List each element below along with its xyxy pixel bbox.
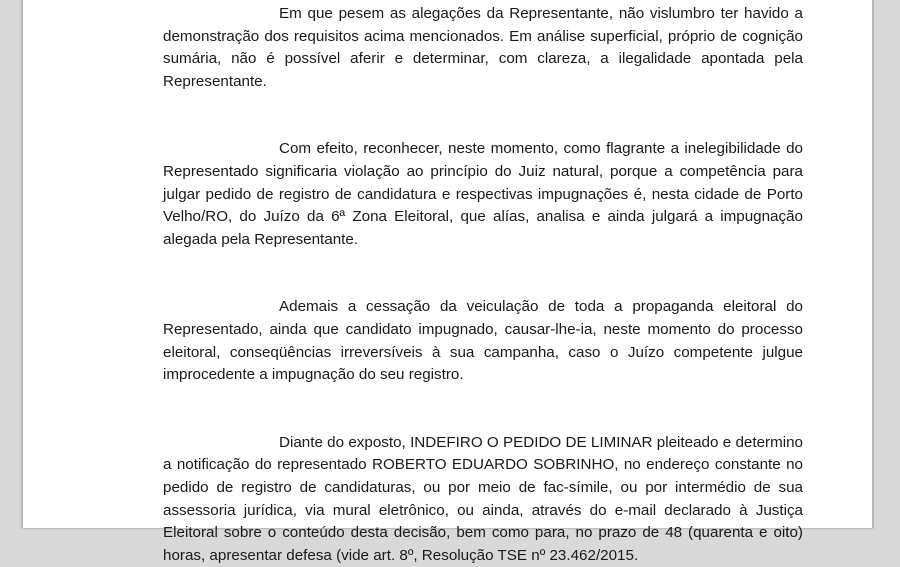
scrollbar-track[interactable] bbox=[874, 0, 900, 528]
paragraph-2: Com efeito, reconhecer, neste momento, como flagrante a inelegibilidade do Representado significaria violação ao princípio do Juiz natural, porque a competência para julgar pedido de registro de candidatura e respectivas impugnações é, nesta cidade de Porto Velho/RO, do Juízo da 6ª Zona Eleitoral, que alías, analisa e ainda julgará a impugnação alegada pela Representante. bbox=[163, 140, 803, 248]
spacer bbox=[163, 93, 803, 138]
document-page bbox=[22, 0, 873, 564]
spacer bbox=[163, 251, 803, 296]
spacer bbox=[163, 387, 803, 432]
paragraph-3: Ademais a cessação da veiculação de toda a propaganda eleitoral do Representado, ainda que candidato impugnado, causar-lhe-ia, neste momento do processo eleitoral, conseqüências irreversíveis à sua campanha, caso o Juízo competente julgue improcedente a impugnação do seu registro. bbox=[163, 298, 803, 384]
document-body bbox=[163, 0, 803, 567]
paragraph-1: Em que pesem as alegações da Representante, não vislumbro ter havido a demonstração dos requisitos acima mencionados. Em análise superficial, próprio de cognição sumária, não é possível aferir e determinar, com clareza, a ilegalidade apontada pela Representante. bbox=[163, 5, 803, 90]
paragraph-4: Diante do exposto, INDEFIRO O PEDIDO DE LIMINAR pleiteado e determino a notificação do representado ROBERTO EDUARDO SOBRINHO, no endereço constante no pedido de registro de candidaturas, ou por meio de fac-símile, ou por intermédio de sua assessoria jurídica, via mural eletrônico, ou ainda, através do e-mail declarado à Justiça Eleitoral sobre o conteúdo desta decisão, bem como para, no prazo de 48 (quarenta e oito) horas, apresentar defesa (vide art. 8º, Resolução TSE nº 23.462/2015. bbox=[163, 433, 803, 564]
